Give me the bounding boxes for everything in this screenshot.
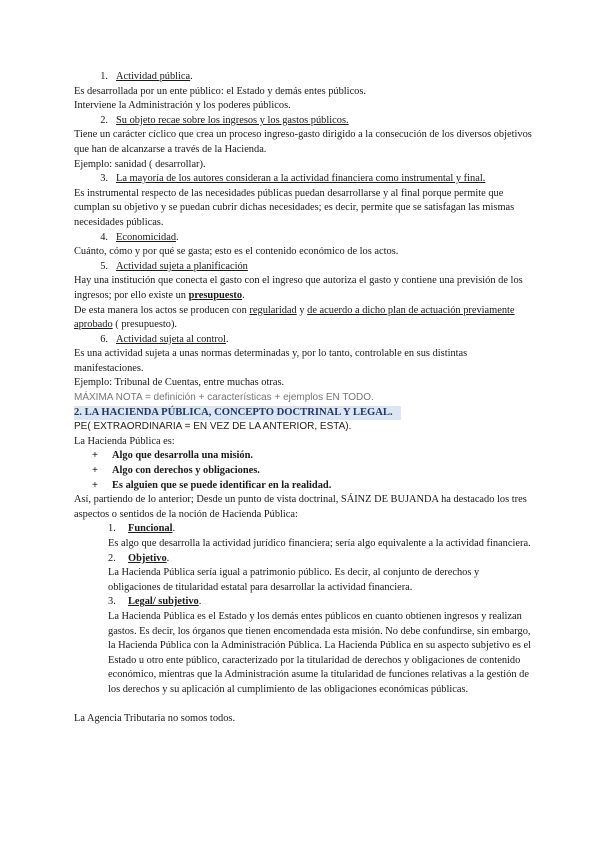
item-title: Su objeto recae sobre los ingresos y los gastos públicos. xyxy=(116,114,349,126)
paragraph: Ejemplo: Tribunal de Cuentas, entre muchas otras. xyxy=(74,377,285,389)
paragraph: Tiene un carácter cíclico que crea un proceso ingreso-gasto dirigido a la consecución de los diversos objetivos que han de alcanzarse a través de la Hacienda. xyxy=(74,129,532,155)
list-item-1 xyxy=(74,70,534,85)
paragraph: Así, partiendo de lo anterior; Desde un punto de vista doctrinal, SÁINZ DE BUJANDA ha destacado los tres aspectos o sentidos de la noción de Hacienda Pública: xyxy=(74,494,527,520)
bullet-text: Es alguien que se puede identificar en la realidad xyxy=(112,479,329,491)
paragraph xyxy=(74,304,534,333)
item-number: 3. xyxy=(100,173,108,185)
bullet-glyph: + xyxy=(92,450,98,462)
item-number: 1. xyxy=(108,523,116,535)
list-item-3 xyxy=(74,172,534,187)
item-title: La mayoría de los autores consideran a la actividad financiera como instrumental y final. xyxy=(116,173,486,185)
punct: . xyxy=(166,552,170,564)
paragraph xyxy=(74,274,534,303)
aspect-title: Legal/ subjetivo xyxy=(128,596,199,608)
bullet-item xyxy=(74,479,534,494)
punct: . xyxy=(190,71,193,82)
section-heading: 2. LA HACIENDA PÚBLICA, CONCEPTO DOCTRINAL Y LEGAL. xyxy=(74,406,401,421)
paragraph: Es una actividad sujeta a unas normas determinadas y, por lo tanto, controlable en sus distintas manifestaciones. xyxy=(74,348,468,374)
item-number: 1. xyxy=(100,71,108,82)
bullet-text: Algo con derechos y obligaciones. xyxy=(112,465,260,477)
paragraph: Cuánto, cómo y por qué se gasta; esto es el contenido económico de los actos. xyxy=(74,246,399,258)
paragraph: La Hacienda Pública es: xyxy=(74,435,175,447)
bullet-item xyxy=(74,464,534,479)
exam-note: PE( EXTRAORDINARIA = EN VEZ DE LA ANTERIOR, ESTA). xyxy=(74,421,352,433)
text-run: ( presupuesto). xyxy=(112,319,178,331)
bullet-glyph: + xyxy=(92,465,98,477)
item-title: Actividad sujeta al control xyxy=(116,333,226,345)
punct: . xyxy=(242,289,245,301)
list-item-4 xyxy=(74,231,534,246)
emphasis-plan: de acuerdo a dicho plan de actuación previamente aprobado xyxy=(74,304,515,331)
text-run: De esta manera los actos se producen con xyxy=(74,304,250,316)
list-item-5 xyxy=(74,260,534,275)
item-number: 4. xyxy=(100,231,108,243)
list-item-6 xyxy=(74,333,534,348)
paragraph: Es desarrollada por un ente público: el Estado y demás entes públicos. xyxy=(74,85,367,97)
paragraph: Interviene la Administración y los poderes públicos. xyxy=(74,100,291,112)
item-number: 6. xyxy=(100,333,108,345)
punct: . xyxy=(198,596,202,608)
item-number: 3. xyxy=(108,596,116,608)
aspect-item-2 xyxy=(74,552,534,567)
aspect-text: Es algo que desarrolla la actividad jurídico financiera; sería algo equivalente a la actividad financiera. xyxy=(108,538,531,549)
aspect-item-3 xyxy=(74,595,534,610)
item-title: Economicidad xyxy=(116,231,177,243)
list-item-2 xyxy=(74,114,534,129)
bullet-text: Algo que desarrolla una misión. xyxy=(112,450,253,462)
spacer xyxy=(74,698,534,712)
emphasis-regularidad: regularidad xyxy=(249,304,297,316)
text-run: Hay una institución que conecta el gasto con el ingreso que autoriza el gasto y contiene una previsión de los ingresos; por ello existe un xyxy=(74,275,523,301)
bullet-glyph: + xyxy=(92,479,98,491)
paragraph: Ejemplo: sanidad ( desarrollar). xyxy=(74,158,206,170)
item-number: 2. xyxy=(108,552,116,564)
aspect-title: Funcional xyxy=(128,523,173,535)
emphasis-presupuesto: presupuesto xyxy=(188,289,243,301)
punct: . xyxy=(176,231,179,243)
closing-line: La Agencia Tributaria no somos todos. xyxy=(74,712,236,724)
aspect-text: La Hacienda Pública es el Estado y los demás entes públicos en cuanto obtienen ingresos y realizan gastos. Es decir, los órganos que tienen encomendada esta misión. No debe confundirse, sin embargo, la Hacienda Pública con la Administración Pública. La Hacienda Pública en su aspecto subjetivo es el Estado u otro ente público, caracterizado por la titularidad de derechos y obligaciones de contenido económico, mientras que la Administración asume la titularidad de funciones relativas a la gestión de los derechos y su aplicación al cumplimiento de las obligaciones económicas públicas. xyxy=(108,610,532,695)
section-heading-wrap xyxy=(74,406,534,421)
item-title: Actividad pública xyxy=(116,71,191,82)
aspect-title: Objetivo xyxy=(128,552,167,564)
aspect-item-1 xyxy=(74,522,534,537)
bullet-item xyxy=(74,449,534,464)
text-run: y xyxy=(296,304,308,316)
study-note: MÁXIMA NOTA = definición + características + ejemplos EN TODO. xyxy=(74,392,374,404)
item-number: 5. xyxy=(100,260,108,272)
punct: . xyxy=(225,333,229,345)
aspect-text: La Hacienda Pública sería igual a patrimonio público. Es decir, al conjunto de derechos y obligaciones de titularidad estatal para desarrollar la actividad financiera. xyxy=(108,567,480,593)
punct: . xyxy=(328,479,332,491)
item-number: 2. xyxy=(100,114,108,126)
item-title: Actividad sujeta a planificación xyxy=(116,260,248,272)
punct: . xyxy=(172,523,176,535)
paragraph: Es instrumental respecto de las necesidades públicas puedan desarrollarse y al final porque permite que cumplan su objetivo y se puedan cubrir dichas necesidades; es decir, permite que se satisfagan las mismas necesidades públicas. xyxy=(74,187,515,228)
